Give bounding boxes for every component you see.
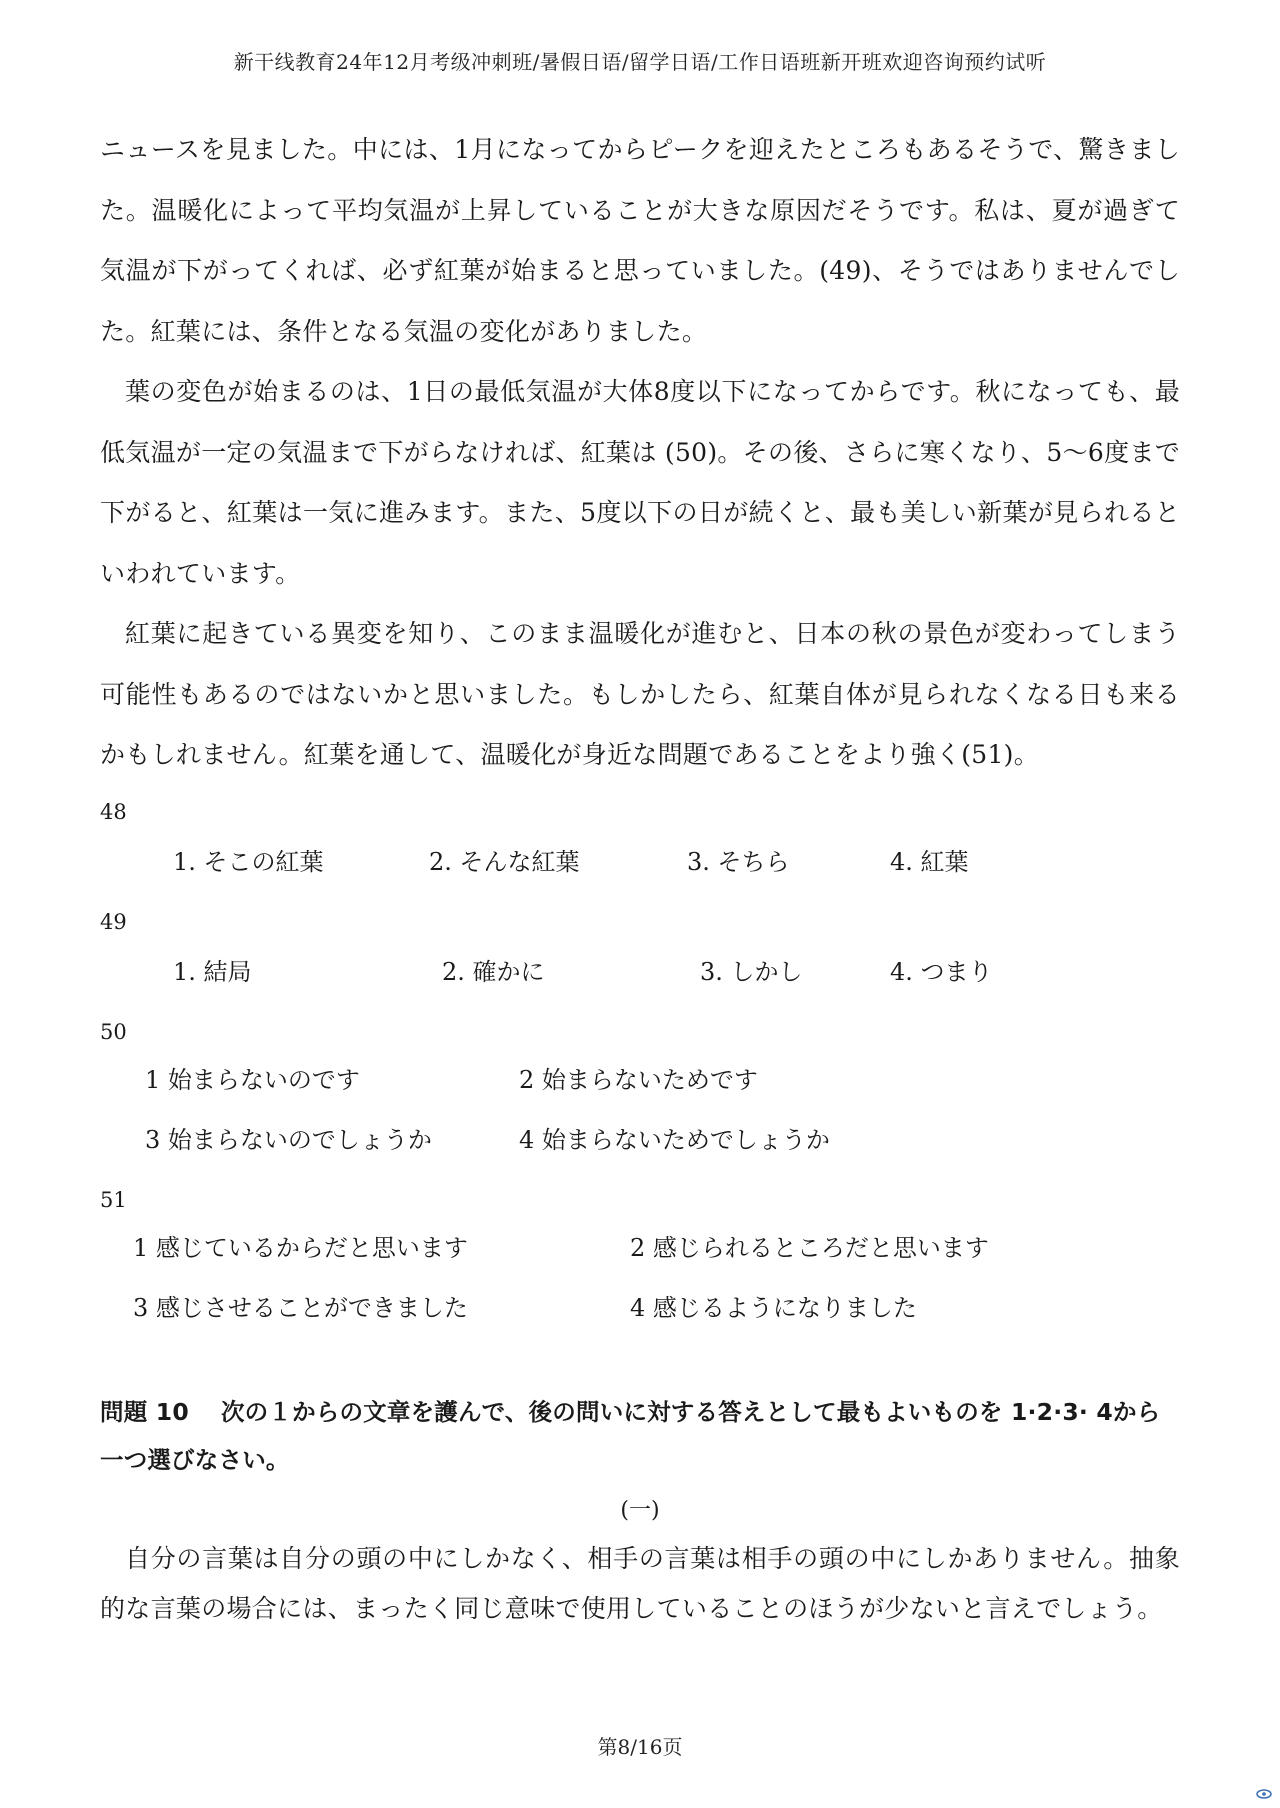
option-49-4[interactable]: 4. つまり [890,957,993,986]
option-51-2[interactable]: 2 感じられるところだと思います [630,1233,989,1262]
option-50-3[interactable]: 3 始まらないのでしょうか [145,1125,432,1154]
option-50-1[interactable]: 1 始まらないのです [145,1065,360,1094]
question-49-options [100,942,1180,1006]
question-50-options-row-2 [100,1112,1180,1172]
corner-logo-icon [1256,1788,1272,1800]
option-51-1[interactable]: 1 感じているからだと思います [133,1233,468,1262]
section-10-paragraph: 自分の言葉は自分の頭の中にしかなく、相手の言葉は相手の頭の中にしかありません。抽象的な言葉の場合には、まったく同じ意味で使用していることのほうが少ないと言えでしょう。 [100,1543,1180,1623]
passage-paragraph-3: 紅葉に起きている異変を知り、このまま温暖化が進むと、日本の秋の景色が変わってしまう可能性もあるのではないかと思いました。もしかしたら、紅葉自体が見られなくなる日も来るかもしれません。紅葉を通して、温暖化が身近な問題であることをより強く(51)。 [100,619,1180,769]
option-48-4[interactable]: 4. 紅葉 [890,847,969,876]
section-10-subheading: (一) [620,1497,660,1523]
option-48-2[interactable]: 2. そんな紅葉 [429,847,580,876]
page-header: 新干线教育24年12月考级冲刺班/暑假日语/留学日语/工作日语班新开班欢迎咨询预约试听 [233,50,1047,74]
question-51-options-row-2 [100,1280,1180,1340]
question-number-50: 50 [100,1019,127,1044]
option-51-4[interactable]: 4 感じるようになりました [630,1293,917,1322]
passage-paragraph-2: 葉の変色が始まるのは、1日の最低気温が大体8度以下になってからです。秋になっても、最低気温が一定の気温まで下がらなければ、紅葉は (50)。その後、さらに寒くなり、5〜6度まで下がると、紅葉は一気に進みます。また、5度以下の日が続くと、最も美しい新葉が見られるといわれています。 [100,377,1180,588]
option-49-1[interactable]: 1. 結局 [173,957,252,986]
document-body [100,120,1180,1634]
page-number: 第8/16页 [597,1735,683,1759]
question-number-49: 49 [100,909,127,934]
option-49-2[interactable]: 2. 確かに [442,957,545,986]
section-10-instructions: 問題 10 次の１からの文章を護んで、後の問いに対する答えとして最もよいものを 1·2·3· 4から一つ選びなさい。 [100,1397,1161,1474]
option-49-3[interactable]: 3. しかし [700,957,803,986]
option-51-3[interactable]: 3 感じさせることができました [133,1293,468,1322]
option-48-1[interactable]: 1. そこの紅葉 [173,847,324,876]
option-50-2[interactable]: 2 始まらないためです [519,1065,758,1094]
option-48-3[interactable]: 3. そちら [687,847,790,876]
question-number-51: 51 [100,1187,127,1212]
question-number-48: 48 [100,799,127,824]
question-51-options-row-1 [100,1220,1180,1280]
question-50-options-row-1 [100,1052,1180,1112]
question-48-options [100,832,1180,896]
passage-paragraph-1: ニュースを見ました。中には、1月になってからピークを迎えたところもあるそうで、驚きました。温暖化によって平均気温が上昇していることが大きな原因だそうです。私は、夏が過ぎて気温が下がってくれば、必ず紅葉が始まると思っていました。(49)、そうではありませんでした。紅葉には、条件となる気温の変化がありました。 [100,135,1180,346]
option-50-4[interactable]: 4 始まらないためでしょうか [519,1125,830,1154]
